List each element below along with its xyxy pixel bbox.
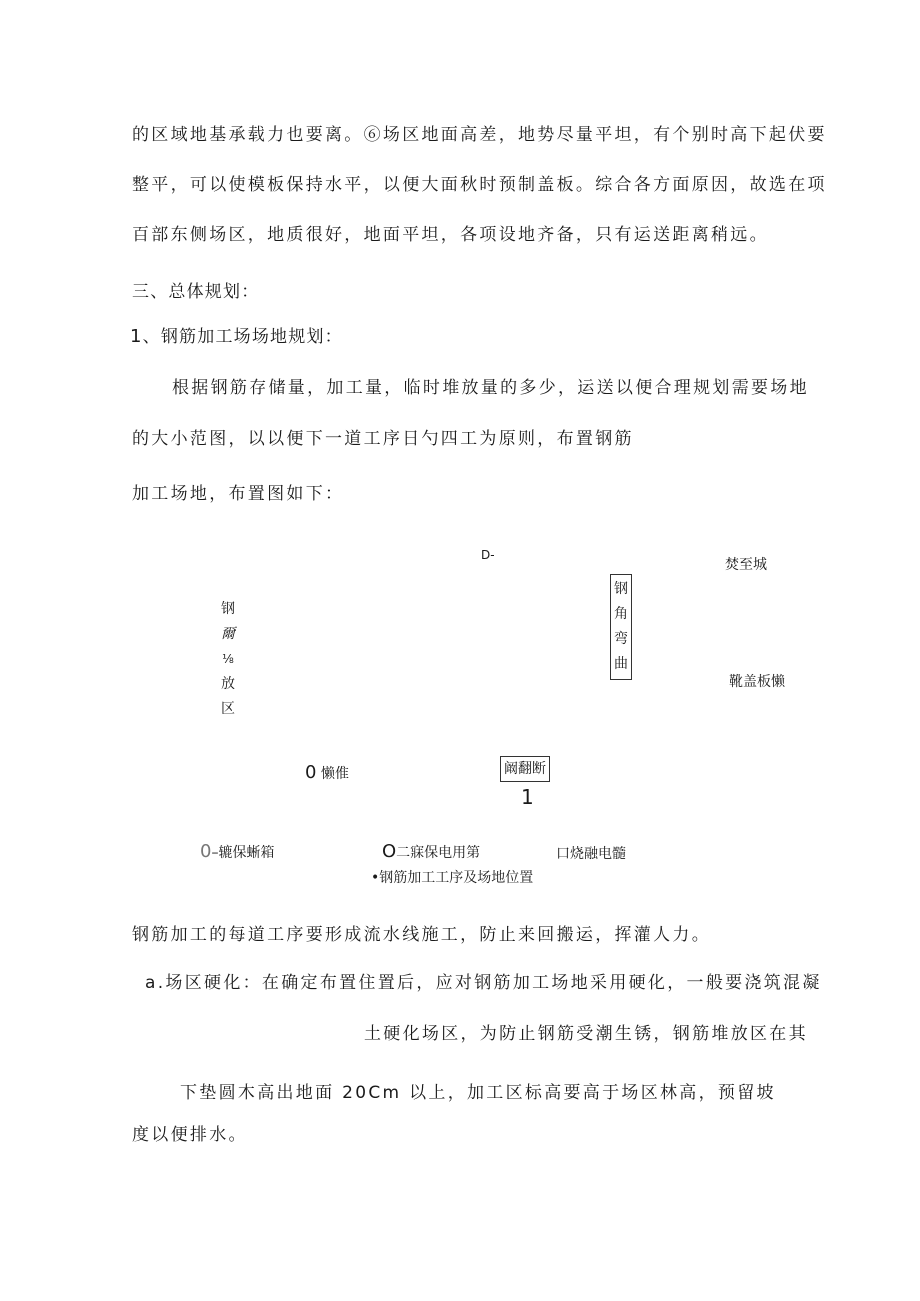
- diagram-right-middle-label: 靴盖板懒: [729, 674, 785, 690]
- item-a-line-2: 土硬化场区，为防止钢筋受潮生锈，钢筋堆放区在其: [364, 1024, 808, 1044]
- circle-marker: 0: [200, 841, 212, 862]
- subsection-number: 1: [130, 326, 143, 347]
- paragraph-3-line-1: 钢筋加工的每道工序要形成流水线施工，防止来回搬运，挥灌人力。: [132, 925, 711, 945]
- center-left-text: 懒倠: [320, 766, 349, 782]
- legend-text: 二寐保电用第: [396, 845, 481, 861]
- square-marker: 口: [556, 846, 570, 862]
- item-a-line-1: [145, 972, 822, 994]
- paragraph-1-line-2: 整平，可以使模板保持水平，以便大面秋时预制盖板。综合各方面原因，故选在项: [132, 175, 827, 195]
- diagram-caption: •钢筋加工工序及场地位置: [371, 870, 534, 886]
- item-a-text: 场区硬化：在确定布置住置后，应对钢筋加工场地采用硬化，一般要浇筑混凝: [165, 973, 822, 993]
- paragraph-1-line-1: 的区域地基承载力也要离。⑥场区地面高差，地势尽量平坦，有个别时高下起伏要: [132, 125, 827, 145]
- diagram-center-number: 1: [521, 785, 534, 809]
- left-column-char: 钢: [221, 601, 235, 617]
- paragraph-4-pre: 下垫圆木高出地面: [180, 1083, 335, 1103]
- diagram-boxed-vertical-label: [610, 574, 632, 680]
- paragraph-2-line-2: 的大小范图，以以便下一道工序日勺四工为原则，布置钢筋: [132, 429, 634, 449]
- subsection-heading: [130, 326, 343, 348]
- legend-text: –辘保蜥箱: [211, 845, 275, 861]
- diagram-left-column: [218, 597, 238, 722]
- diagram-center-left-label: [305, 764, 349, 783]
- section-heading: 三、总体规划：: [132, 282, 260, 302]
- boxed-char: 曲: [614, 656, 628, 672]
- diagram-d-label: D-: [481, 548, 495, 562]
- diagram-center-box: 阚翻断: [500, 756, 550, 782]
- boxed-char: 角: [614, 606, 628, 622]
- paragraph-4-post: 以上，加工区标高要高于场区林高，预留坡: [409, 1083, 776, 1103]
- paragraph-2-line-3: 加工场地，布置图如下：: [132, 484, 345, 504]
- circle-marker: 0: [305, 762, 317, 783]
- diagram-legend-item-2: [382, 843, 480, 862]
- diagram-legend-item-1: [200, 843, 274, 862]
- boxed-char: 弯: [614, 631, 628, 647]
- subsection-title: 、钢筋加工场场地规划：: [142, 327, 343, 347]
- paragraph-4-line-2: 度以便排水。: [132, 1125, 248, 1145]
- left-column-char: 区: [221, 701, 235, 717]
- diagram-top-right-label: 焚至城: [725, 557, 767, 573]
- paragraph-4-value: 20Cm: [342, 1083, 402, 1103]
- diagram-legend-item-3: [556, 845, 626, 863]
- paragraph-1-line-3: 百部东侧场区，地质很好，地面平坦，各项设地齐备，只有运送距离稍远。: [132, 225, 769, 245]
- paragraph-2-line-1: 根据钢筋存储量，加工量，临时堆放量的多少，运送以便合理规划需要场地: [172, 378, 809, 398]
- circle-marker: O: [382, 841, 397, 862]
- legend-text: 烧融电髓: [570, 846, 626, 862]
- boxed-char: 钢: [614, 581, 628, 597]
- left-column-char: 放: [221, 676, 235, 692]
- left-column-char: 爾: [221, 626, 235, 642]
- item-marker: a.: [145, 973, 166, 993]
- paragraph-4-line-1: [180, 1082, 776, 1104]
- left-column-char: ⅛: [222, 652, 234, 666]
